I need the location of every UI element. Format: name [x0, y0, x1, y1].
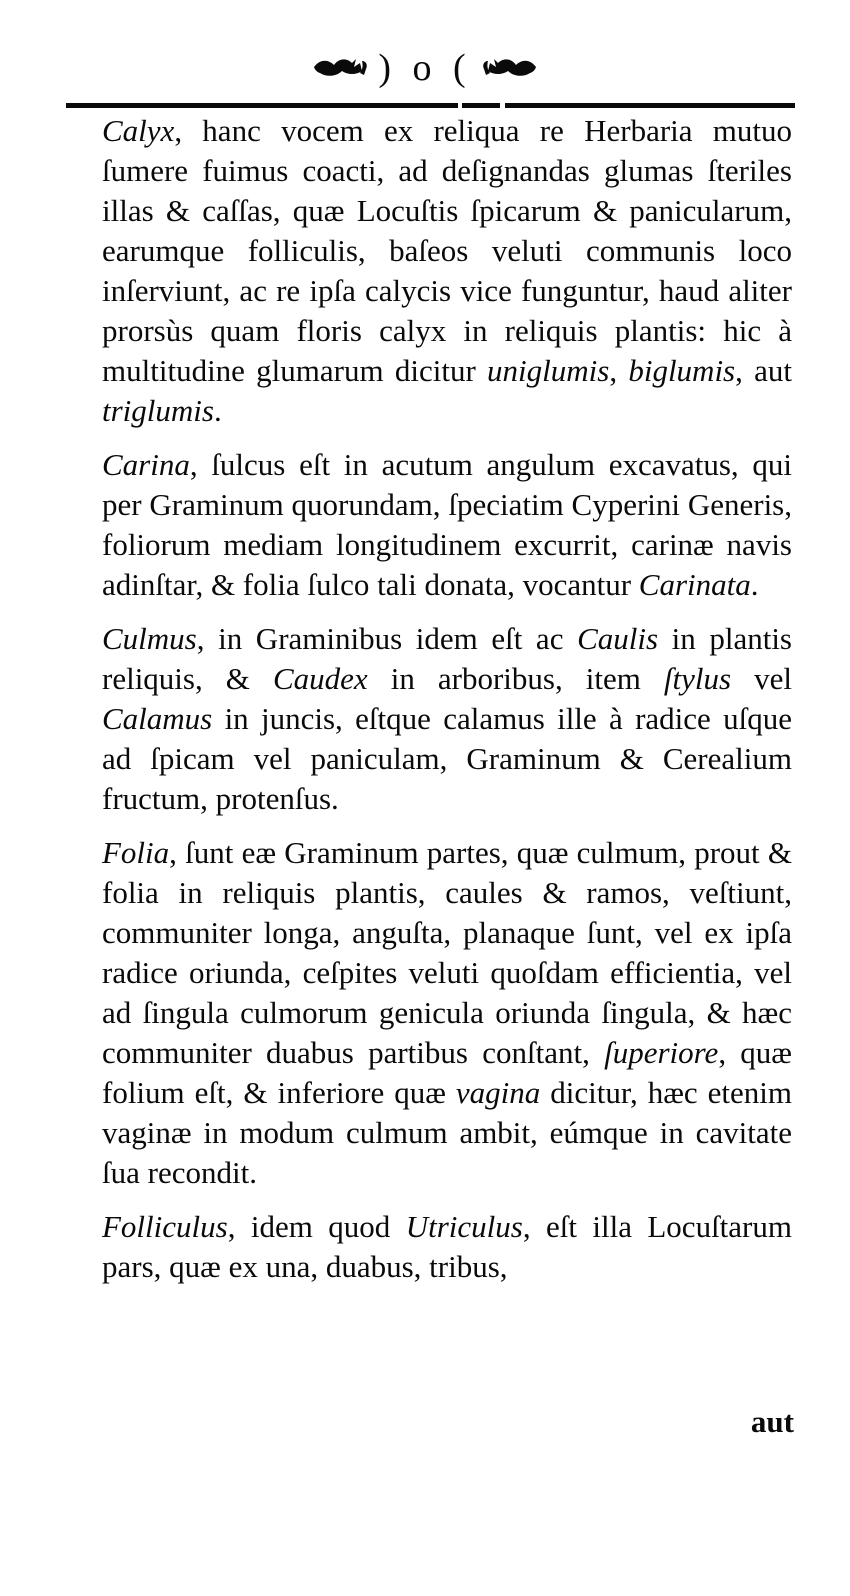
- entry-carina: [62, 445, 792, 605]
- entry-term: Carina: [102, 447, 190, 482]
- entry-italic: Caudex: [272, 661, 368, 696]
- entry-italic: triglumis: [102, 393, 214, 428]
- entry-term: Folliculus: [102, 1209, 228, 1244]
- entry-italic: ſtylus: [663, 661, 732, 696]
- entry-text: in plantis reliquis, &: [102, 621, 792, 696]
- glossary-text: [62, 111, 792, 1287]
- header-rule: [66, 103, 458, 108]
- entry-term: Folia: [102, 835, 170, 870]
- entry-text: , quæ folium eſt, & inferiore quæ: [102, 1035, 792, 1110]
- folio-mark: ) o (: [378, 47, 472, 89]
- fleuron-right-icon: [480, 53, 538, 84]
- entry-text: dicitur, hæc etenim vaginæ in modum culmum ambit, eúmque in cavitate ſua recondit.: [102, 1075, 792, 1190]
- header-rule: [462, 103, 500, 108]
- entry-text: in arboribus, item: [367, 661, 664, 696]
- entry-text: , in Graminibus idem eſt ac: [196, 621, 578, 656]
- entry-folliculus: [62, 1207, 792, 1287]
- entry-text: , ſunt eæ Graminum partes, quæ culmum, prout & folia in reliquis plantis, caules & ramos, veſtiunt, communiter longa, anguſta, planaque ſunt, vel ex ipſa radice oriunda, ceſpites veluti quoſdam efficientia, vel ad ſingula culmorum genicula oriunda ſingula, & hæc communiter duabus partibus conſtant,: [102, 835, 792, 1070]
- entry-text: , idem quod: [227, 1209, 406, 1244]
- entry-italic: uniglumis: [487, 353, 610, 388]
- fleuron-left-icon: [312, 53, 370, 84]
- entry-term: Culmus: [102, 621, 197, 656]
- entry-folia: [62, 833, 792, 1193]
- entry-italic: Calamus: [102, 701, 213, 736]
- entry-calyx: [62, 111, 792, 431]
- entry-italic: biglumis: [628, 353, 736, 388]
- entry-text: ,: [609, 353, 629, 388]
- entry-italic: vagina: [455, 1075, 541, 1110]
- entry-text: .: [213, 393, 222, 428]
- entry-text: in juncis, eſtque calamus ille à radice uſque ad ſpicam vel paniculam, Graminum & Cerealium fructum, protenſus.: [102, 701, 792, 816]
- entry-italic: ſuperiore: [604, 1035, 719, 1070]
- header-rule: [505, 103, 795, 108]
- entry-text: vel: [731, 661, 792, 696]
- entry-term: Calyx: [102, 113, 175, 148]
- entry-italic: Utriculus: [405, 1209, 523, 1244]
- catchword: aut: [750, 1404, 794, 1439]
- entry-text: , hanc vocem ex reliqua re Herbaria mutuo ſumere fuimus coacti, ad deſignandas glumas ſteriles illas & caſſas, quæ Locuſtis ſpicarum & panicularum, earumque folliculis, baſeos veluti communis loco inſerviunt, ac re ipſa calycis vice funguntur, haud aliter prorsùs quam floris calyx in reliquis plantis: hic à multitudine glumarum dicitur: [102, 113, 792, 388]
- entry-italic: Carinata: [638, 567, 751, 602]
- page-header: [0, 46, 850, 96]
- entry-culmus: [62, 619, 792, 819]
- entry-italic: Caulis: [577, 621, 659, 656]
- entry-text: , aut: [735, 353, 792, 388]
- entry-text: , ſulcus eſt in acutum angulum excavatus, qui per Graminum quorundam, ſpeciatim Cyperini Generis, foliorum mediam longitudinem excurrit, carinæ navis adinſtar, & folia ſulco tali donata, vocantur: [102, 447, 792, 602]
- entry-text: .: [750, 567, 759, 602]
- entry-text: , eſt illa Locuſtarum pars, quæ ex una, duabus, tribus,: [102, 1209, 792, 1284]
